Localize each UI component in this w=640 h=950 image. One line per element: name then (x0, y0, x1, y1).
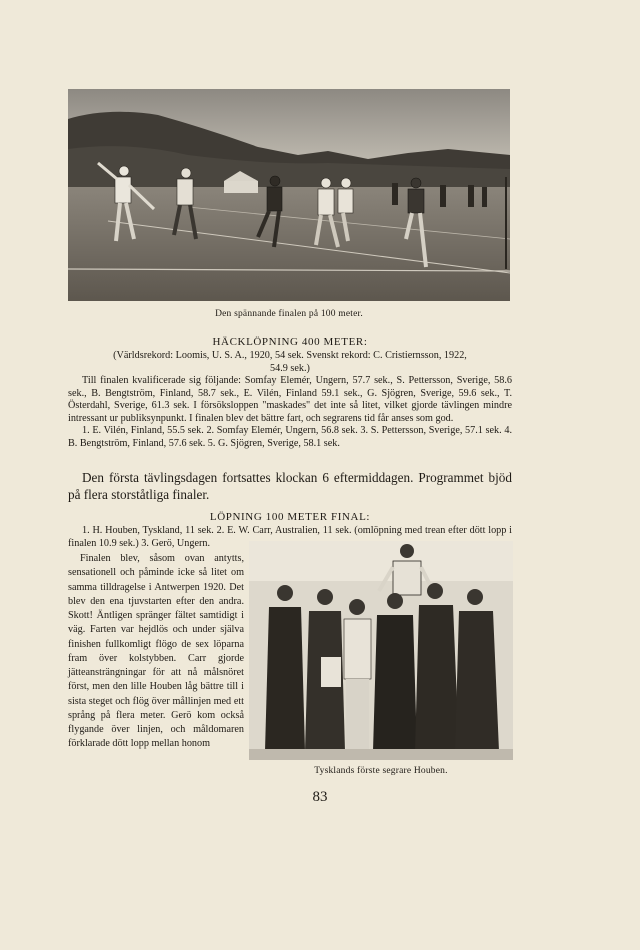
team-photo (249, 541, 513, 760)
race-photo-caption: Den spännande finalen på 100 meter. (215, 309, 363, 319)
hurdles-text (68, 350, 512, 450)
sprint-results-text: 1. H. Houben, Tyskland, 11 sek. 2. E. W. Carr, Australien, 11 sek. (omlöpning med trean efter dött lopp i finalen 10.9 sek.) 3. Gerö, Ungern. (68, 525, 512, 549)
hurdles-record-line-2: 54.9 sek.) (270, 362, 310, 374)
continuation-text: Den första tävlingsdagen fortsattes klockan 6 eftermiddagen. Programmet bjöd på flera storståtliga finaler. (68, 470, 512, 502)
hurdles-results: 1. E. Vilén, Finland, 55.5 sek. 2. Somfay Elemér, Ungern, 56.8 sek. 3. S. Pettersson, Sverige, 57.1 sek. 4. B. Bengtström, Finland, 57.6 sek. 5. G. Sjögren, Sverige, 58.1 sek. (68, 425, 512, 449)
page-number: 83 (312, 789, 328, 805)
team-photo-caption: Tysklands förste segrare Houben. (314, 766, 448, 776)
race-photo (68, 89, 510, 301)
sprint-narrative (68, 552, 244, 752)
hurdles-qualifiers: Till finalen kvalificerade sig följande: Somfay Elemér, Ungern, 57.7 sek., S. Pettersson, Sverige, 58.6 sek., B. Bengtström, Finland, 58.7 sek., E. Vilén, Finland 59.1 sek., G. Sjögren, Sverige, 59.6 sek., T. Österdahl, Sverige, 61.3 sek. I försöksloppen "maskades" det inte så litet, vilket gjorde tävlingen mindre intressant ur publiksynpunkt. I finalen blev det bättre fart, och segrarens tid får anses som god. (68, 375, 512, 424)
hurdles-record-line: (Världsrekord: Loomis, U. S. A., 1920, 54 sek. Svenskt rekord: C. Cristiernsson, 1922, (113, 350, 467, 361)
sprint-narrative-text: Finalen blev, såsom ovan antytts, sensationell och påminde icke så litet om samma tilldragelse i Antwerpen 1920. Det blev den ena tjuvstarten efter den andra. Skott! Äntligen spränger fältet samtidigt i väg. Farten var hejdlös och under själva finishen fullkomligt flögo de sex löparna fram över kolstybben. Carr gjorde jätteansträngningar för att nå målsnöret först, men den lille Houben låg bättre till i sista steget och flög över mållinjen med ett språng på flera meter. Gerö kom också flygande över linjen, och måldomaren förklarade dött lopp mellan honom (68, 553, 244, 750)
sprint-heading: LÖPNING 100 METER FINAL: (209, 511, 371, 523)
hurdles-heading: HÄCKLÖPNING 400 METER: (212, 336, 368, 348)
